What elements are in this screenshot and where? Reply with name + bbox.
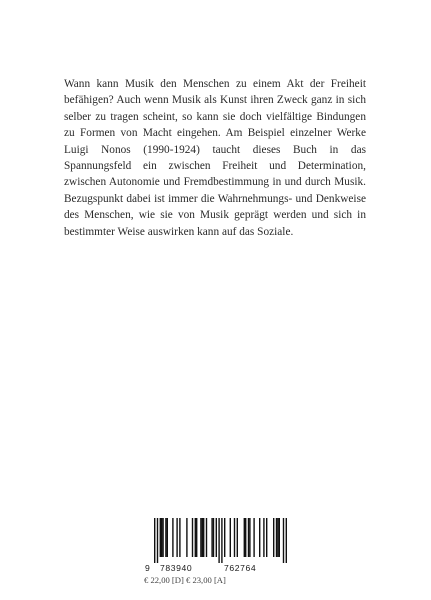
barcode-bar [162, 518, 163, 557]
barcode-bar [218, 518, 219, 563]
barcode-bar [167, 518, 168, 557]
barcode-bar [237, 518, 238, 557]
barcode-bar [244, 518, 245, 557]
barcode-bar [202, 518, 203, 557]
barcode-bar [160, 518, 161, 557]
barcode-bar [172, 518, 173, 557]
barcode-bar [230, 518, 231, 557]
barcode-digits [144, 563, 287, 574]
barcode-bar [266, 518, 267, 557]
barcode-bar [186, 518, 187, 557]
barcode-bars [154, 518, 287, 563]
barcode-bar [221, 518, 222, 563]
barcode-bar [234, 518, 235, 557]
barcode-bar [279, 518, 280, 557]
barcode-bar [224, 518, 225, 557]
isbn-barcode-block [144, 518, 287, 585]
barcode-digit-group-2: 762764 [224, 563, 257, 573]
barcode-bar [259, 518, 260, 557]
barcode-bar [249, 518, 250, 557]
barcode-bar [273, 518, 274, 557]
barcode-bar [253, 518, 254, 557]
barcode-bar [165, 518, 166, 557]
barcode-bar [216, 518, 217, 557]
back-cover-blurb: Wann kann Musik den Menschen zu einem Akt der Freiheit befähigen? Auch wenn Musik als Kunst ihren Zweck ganz in sich selber zu tragen scheint, so kann sie doch vielfältige Bindungen zu Formen von Macht eingehen. Am Beispiel einzelner Werke Luigi Nonos (1990-1924) taucht dieses Buch in das Spannungsfeld ein zwischen Freiheit und Determination, zwischen Autonomie und Fremdbestimmung in und durch Musik. Bezugspunkt dabei ist immer die Wahrnehmungs- und Denkweise des Menschen, wie sie von Musik geprägt werden und sich in bestimmter Weise auswirken kann auf das Soziale. [64, 78, 366, 238]
barcode-bar [200, 518, 201, 557]
barcode-bar [248, 518, 249, 557]
barcode-bar [195, 518, 196, 557]
price-label: € 22,00 [D] € 23,00 [A] [144, 575, 226, 585]
barcode-bar [211, 518, 212, 557]
barcode-bar [276, 518, 277, 557]
barcode-bar [263, 518, 264, 557]
barcode-digit-group-1: 783940 [160, 563, 193, 573]
barcode-lead-digit: 9 [145, 563, 150, 573]
barcode-bar [179, 518, 180, 557]
barcode-bar [213, 518, 214, 557]
barcode-bar [277, 518, 278, 557]
barcode-bar [192, 518, 193, 557]
barcode [144, 518, 287, 573]
barcode-bar [283, 518, 284, 563]
barcode-bar [206, 518, 207, 557]
barcode-bar [161, 518, 162, 557]
barcode-bar [245, 518, 246, 557]
barcode-bar [157, 518, 158, 563]
barcode-bar [286, 518, 287, 563]
barcode-bar [203, 518, 204, 557]
barcode-bar [176, 518, 177, 557]
barcode-bar [196, 518, 197, 557]
barcode-bar [154, 518, 155, 563]
